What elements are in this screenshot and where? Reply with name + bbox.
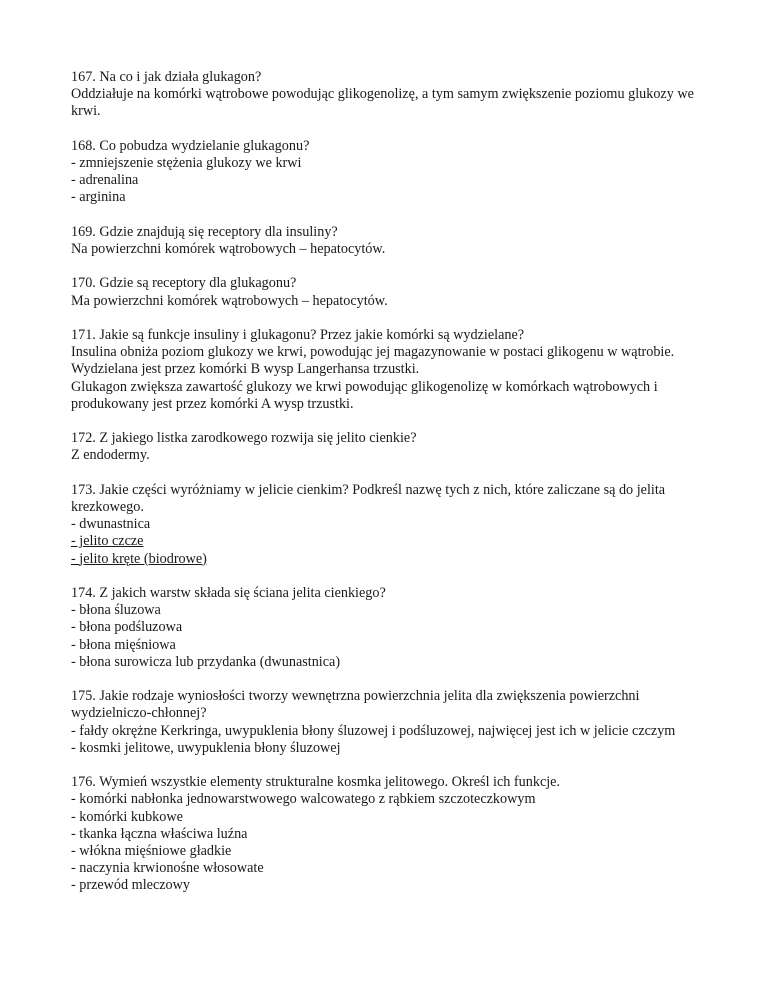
qa-block-175	[71, 688, 696, 757]
answer-line: Z endodermy.	[71, 447, 150, 464]
answer-line-underlined: - jelito kręte (biodrowe)	[71, 550, 207, 567]
answer-line: - błona mięśniowa	[71, 636, 176, 653]
qa-block-171	[71, 327, 696, 413]
answer-line-underlined: - jelito czcze	[71, 533, 144, 550]
qa-block-170	[71, 275, 696, 309]
answer-line: - błona podśluzowa	[71, 619, 183, 636]
question-168: 168. Co pobudza wydzielanie glukagonu?	[71, 137, 310, 154]
answer-line: - zmniejszenie stężenia glukozy we krwi	[71, 155, 302, 171]
answer-line: - fałdy okrężne Kerkringa, uwypuklenia błony śluzowej i podśluzowej, najwięcej jest ich w jelicie czczym	[71, 722, 676, 739]
answer-line: - adrenalina	[71, 172, 139, 189]
question-172: 172. Z jakiego listka zarodkowego rozwija się jelito cienkie?	[71, 430, 417, 447]
answer-line: - arginina	[71, 189, 126, 206]
answer-line: Ma powierzchni komórek wątrobowych – hepatocytów.	[71, 292, 388, 309]
qa-block-169	[71, 224, 696, 258]
question-174: 174. Z jakich warstw składa się ściana jelita cienkiego?	[71, 584, 386, 601]
qa-block-172	[71, 430, 696, 464]
answer-line: - błona śluzowa	[71, 602, 161, 619]
answer-line: Na powierzchni komórek wątrobowych – hepatocytów.	[71, 241, 386, 257]
answer-line: Glukagon zwiększa zawartość glukozy we krwi powodując glikogenolizę w komórkach wątrobowych i produkowany jest przez komórki A wysp trzustki.	[71, 378, 658, 412]
answer-line: - błona surowicza lub przydanka (dwunastnica)	[71, 653, 341, 670]
question-173: 173. Jakie części wyróżniamy w jelicie cienkim? Podkreśl nazwę tych z nich, które zaliczane są do jelita krezkowego.	[71, 481, 666, 515]
question-171: 171. Jakie są funkcje insuliny i glukagonu? Przez jakie komórki są wydzielane?	[71, 326, 525, 343]
answer-line: Oddziałuje na komórki wątrobowe powodując glikogenolizę, a tym samym zwiększenie poziomu glukozy we krwi.	[71, 86, 694, 120]
answer-line: - naczynia krwionośne włosowate	[71, 860, 264, 877]
question-170: 170. Gdzie są receptory dla glukagonu?	[71, 275, 297, 292]
question-167: 167. Na co i jak działa glukagon?	[71, 69, 262, 85]
qa-block-174	[71, 585, 696, 671]
question-175: 175. Jakie rodzaje wyniosłości tworzy wewnętrzna powierzchnia jelita dla zwiększenia powierzchni wydzielniczo-chłonnej?	[71, 688, 640, 722]
answer-line: - komórki nabłonka jednowarstwowego walcowatego z rąbkiem szczoteczkowym	[71, 791, 536, 808]
answer-line: - kosmki jelitowe, uwypuklenia błony śluzowej	[71, 739, 341, 756]
question-176: 176. Wymień wszystkie elementy strukturalne kosmka jelitowego. Określ ich funkcje.	[71, 774, 561, 791]
qa-block-173	[71, 482, 696, 568]
answer-line: - komórki kubkowe	[71, 808, 183, 825]
document-body	[71, 69, 696, 912]
qa-block-176	[71, 774, 696, 894]
qa-block-167	[71, 69, 696, 121]
answer-line: - tkanka łączna właściwa luźna	[71, 825, 248, 842]
question-169: 169. Gdzie znajdują się receptory dla insuliny?	[71, 223, 338, 240]
answer-line: - włókna mięśniowe gładkie	[71, 843, 232, 859]
qa-block-168	[71, 138, 696, 207]
answer-line: - przewód mleczowy	[71, 877, 190, 894]
answer-line: - dwunastnica	[71, 516, 151, 533]
answer-line: Insulina obniża poziom glukozy we krwi, powodując jej magazynowanie w postaci glikogenu w wątrobie. Wydzielana jest przez komórki B wysp Langerhansa trzustki.	[71, 344, 675, 378]
